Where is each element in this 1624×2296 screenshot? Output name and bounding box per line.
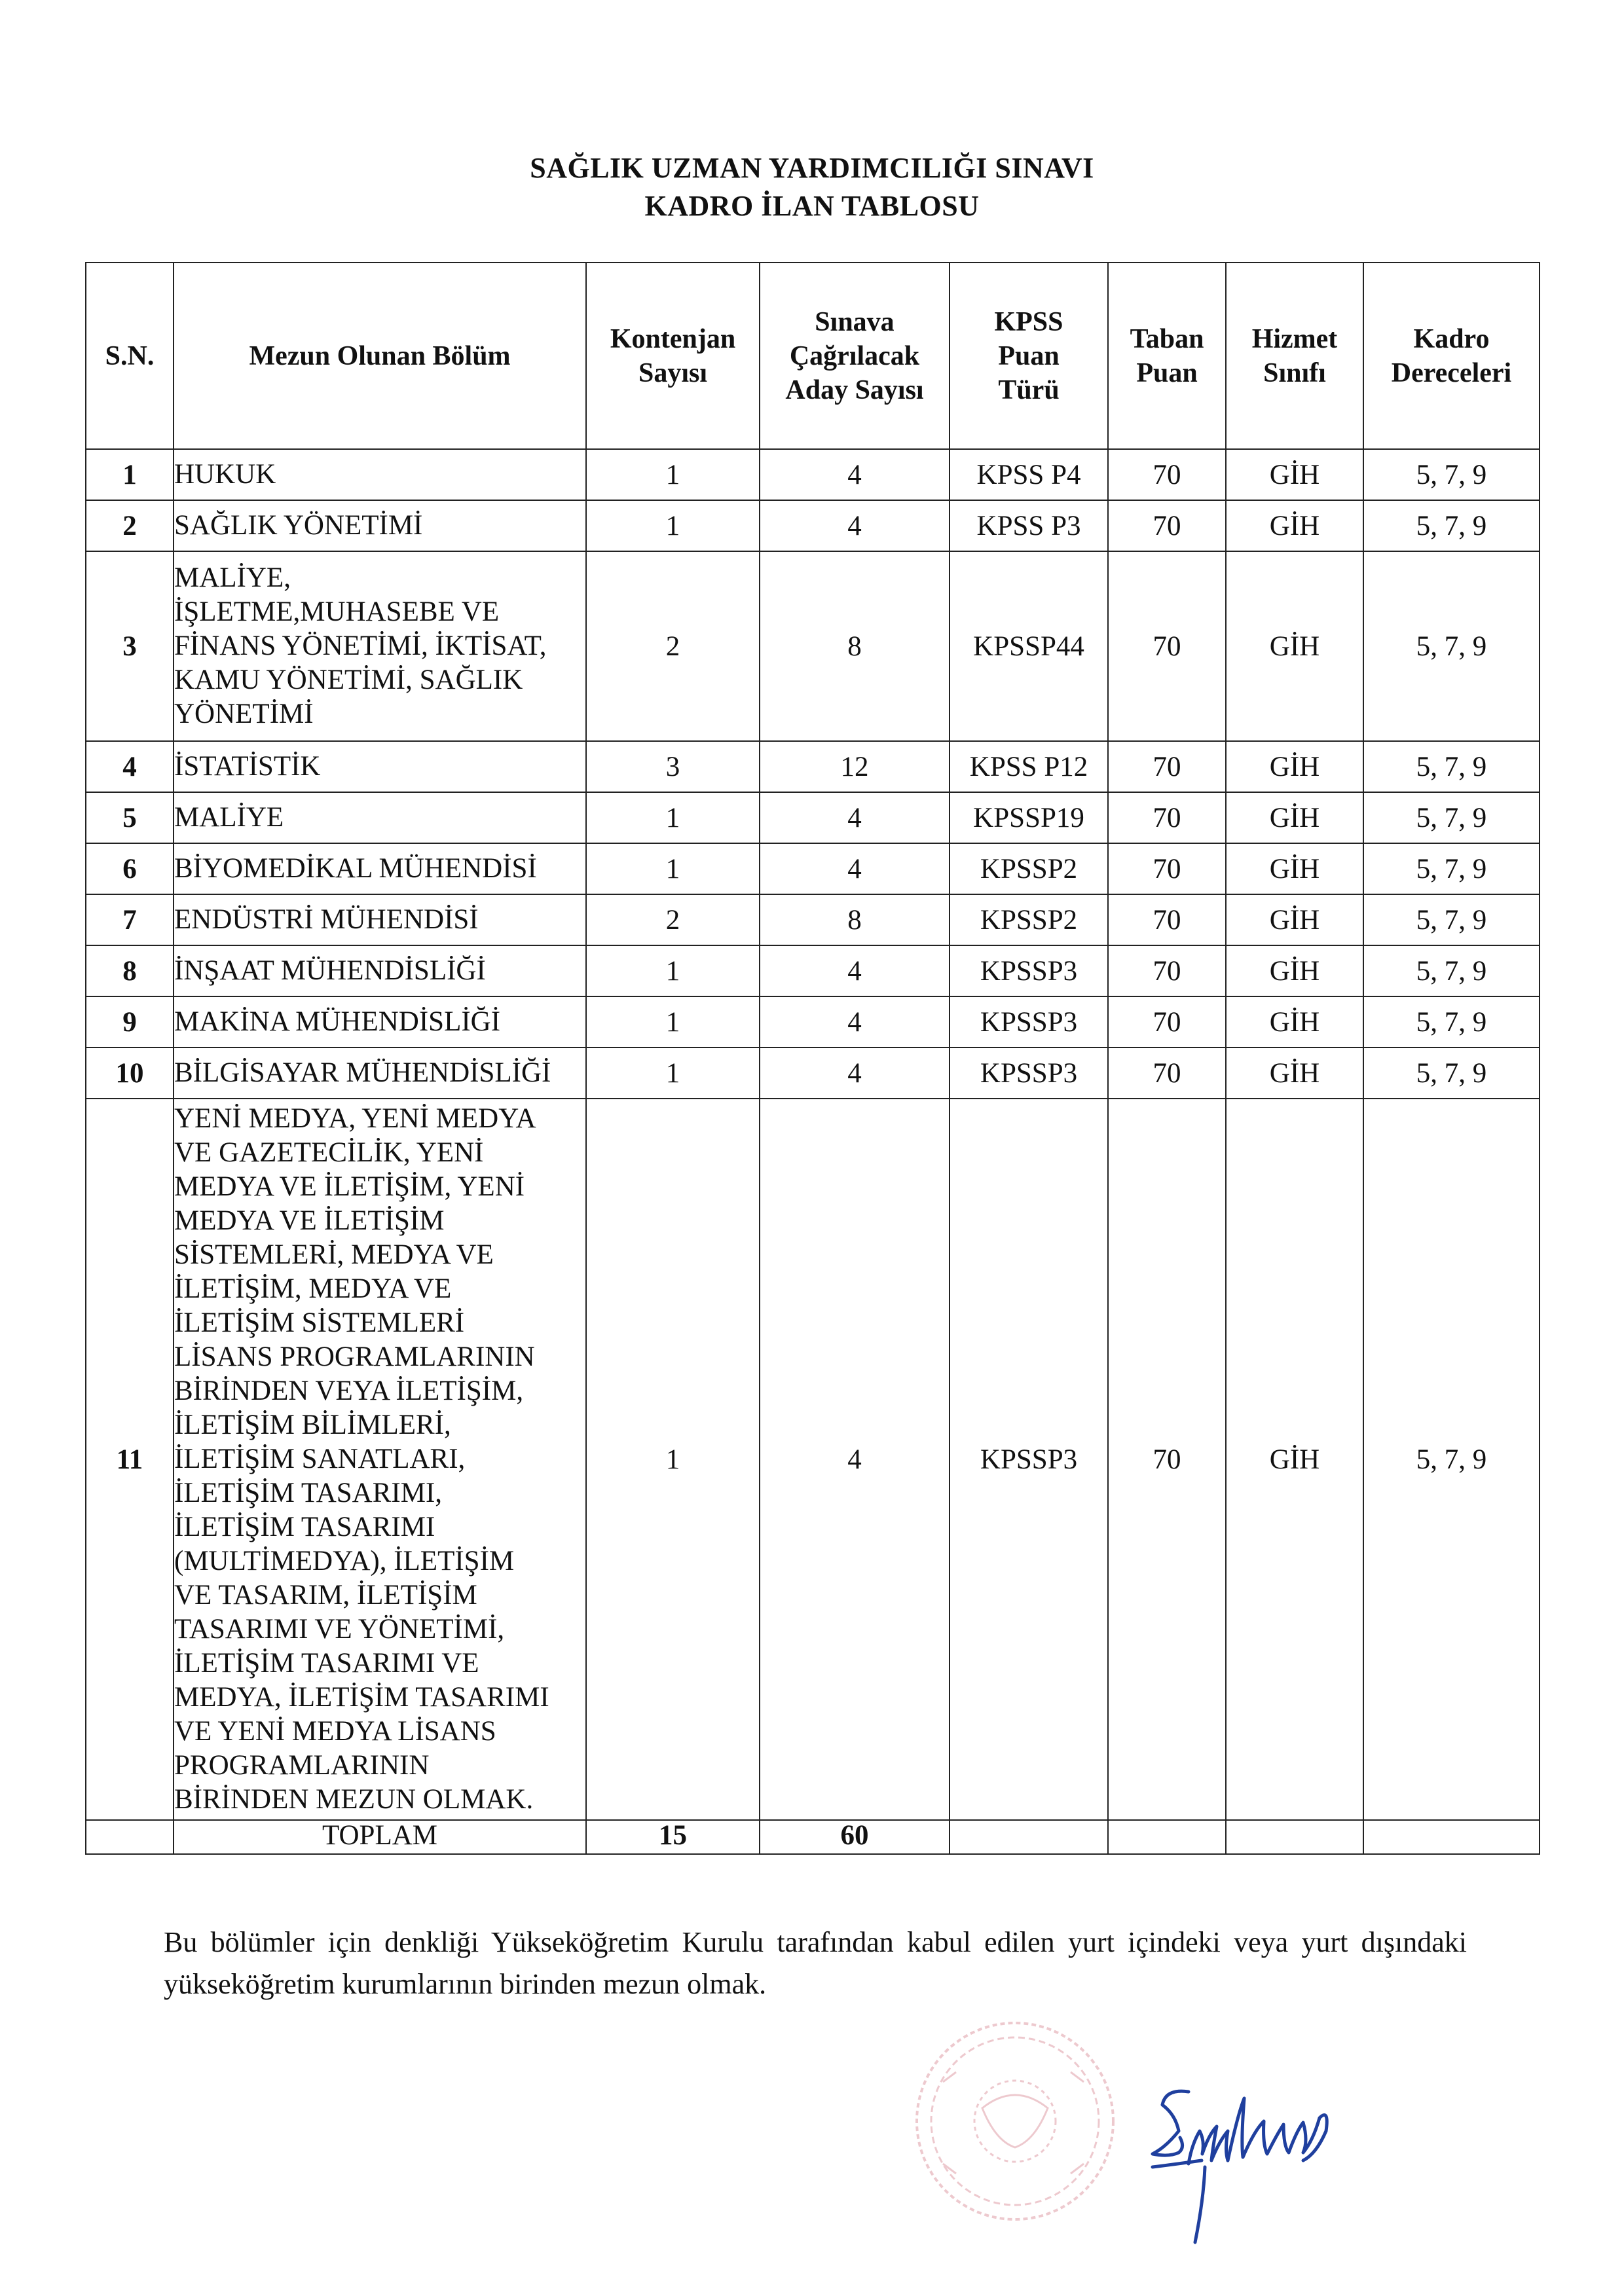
row-kadro: 5, 7, 9 <box>1363 551 1540 741</box>
row-kpss: KPSSP3 <box>950 996 1108 1048</box>
row-hizmet: GİH <box>1226 843 1363 894</box>
total-empty-cell <box>1363 1820 1540 1854</box>
table-row <box>86 843 1540 894</box>
row-kontenjan: 1 <box>586 449 760 500</box>
row-taban: 70 <box>1108 1048 1226 1099</box>
row-dept: İNŞAAT MÜHENDİSLİĞİ <box>174 945 586 996</box>
header-aday: Sınava Çağrılacak Aday Sayısı <box>760 263 950 449</box>
row-kpss: KPSSP44 <box>950 551 1108 741</box>
total-label: TOPLAM <box>174 1820 586 1854</box>
row-taban: 70 <box>1108 894 1226 945</box>
row-dept: SAĞLIK YÖNETİMİ <box>174 500 586 551</box>
table-row <box>86 1048 1540 1099</box>
total-empty-cell <box>1108 1820 1226 1854</box>
row-kadro: 5, 7, 9 <box>1363 945 1540 996</box>
total-empty-cell <box>950 1820 1108 1854</box>
row-kadro: 5, 7, 9 <box>1363 843 1540 894</box>
row-hizmet: GİH <box>1226 996 1363 1048</box>
row-kadro: 5, 7, 9 <box>1363 1048 1540 1099</box>
row-kpss: KPSS P12 <box>950 741 1108 792</box>
table-row <box>86 945 1540 996</box>
footnote: Bu bölümler için denkliği Yükseköğretim Kurulu tarafından kabul edilen yurt içindeki veya yurt dışındaki yükseköğretim kurumlarının birinden mezun olmak. <box>164 1926 1467 2000</box>
row-sn: 4 <box>86 741 174 792</box>
row-kpss: KPSSP3 <box>950 1048 1108 1099</box>
row-dept: İSTATİSTİK <box>174 741 586 792</box>
row-dept: MAKİNA MÜHENDİSLİĞİ <box>174 996 586 1048</box>
table-row <box>86 894 1540 945</box>
row-kontenjan: 3 <box>586 741 760 792</box>
row-kpss: KPSSP3 <box>950 945 1108 996</box>
row-aday: 4 <box>760 843 950 894</box>
row-sn: 11 <box>86 1099 174 1820</box>
row-sn: 10 <box>86 1048 174 1099</box>
row-taban: 70 <box>1108 996 1226 1048</box>
signature <box>1139 2069 1362 2259</box>
table-row <box>86 449 1540 500</box>
row-taban: 70 <box>1108 1099 1226 1820</box>
row-hizmet: GİH <box>1226 449 1363 500</box>
row-kontenjan: 1 <box>586 792 760 843</box>
row-kpss: KPSSP3 <box>950 1099 1108 1820</box>
total-aday: 60 <box>760 1820 950 1854</box>
row-kontenjan: 2 <box>586 551 760 741</box>
row-hizmet: GİH <box>1226 894 1363 945</box>
row-kadro: 5, 7, 9 <box>1363 449 1540 500</box>
table-header-row <box>86 263 1540 449</box>
row-aday: 4 <box>760 945 950 996</box>
table-row <box>86 500 1540 551</box>
official-stamp <box>904 2010 1126 2232</box>
header-kpss: KPSS Puan Türü <box>950 263 1108 449</box>
row-sn: 5 <box>86 792 174 843</box>
row-hizmet: GİH <box>1226 1048 1363 1099</box>
row-kontenjan: 1 <box>586 945 760 996</box>
row-dept: YENİ MEDYA, YENİ MEDYA VE GAZETECİLİK, YENİ MEDYA VE İLETİŞİM, YENİ MEDYA VE İLETİŞİM SİSTEMLERİ, MEDYA VE İLETİŞİM, MEDYA VE İLETİŞİM SİSTEMLERİ LİSANS PROGRAMLARININ BİRİNDEN VEYA İLETİŞİM, İLETİŞİM BİLİMLERİ, İLETİŞİM SANATLARI, İLETİŞİM TASARIMI, İLETİŞİM TASARIMI (MULTİMEDYA), İLETİŞİM VE TASARIM, İLETİŞİM TASARIMI VE YÖNETİMİ, İLETİŞİM TASARIMI VE MEDYA, İLETİŞİM TASARIMI VE YENİ MEDYA LİSANS PROGRAMLARININ BİRİNDEN MEZUN OLMAK. <box>174 1099 586 1820</box>
row-taban: 70 <box>1108 792 1226 843</box>
row-aday: 4 <box>760 1099 950 1820</box>
row-dept: MALİYE, İŞLETME,MUHASEBE VE FİNANS YÖNETİMİ, İKTİSAT, KAMU YÖNETİMİ, SAĞLIK YÖNETİMİ <box>174 551 586 741</box>
row-hizmet: GİH <box>1226 792 1363 843</box>
document-title: SAĞLIK UZMAN YARDIMCILIĞI SINAVI <box>530 152 1094 184</box>
row-sn: 1 <box>86 449 174 500</box>
row-hizmet: GİH <box>1226 1099 1363 1820</box>
row-dept: BİYOMEDİKAL MÜHENDİSİ <box>174 843 586 894</box>
row-hizmet: GİH <box>1226 500 1363 551</box>
row-taban: 70 <box>1108 449 1226 500</box>
row-aday: 4 <box>760 449 950 500</box>
header-kontenjan: Kontenjan Sayısı <box>586 263 760 449</box>
row-dept: ENDÜSTRİ MÜHENDİSİ <box>174 894 586 945</box>
row-aday: 8 <box>760 894 950 945</box>
kadro-table <box>85 262 1540 1855</box>
row-kadro: 5, 7, 9 <box>1363 500 1540 551</box>
row-kadro: 5, 7, 9 <box>1363 792 1540 843</box>
row-sn: 7 <box>86 894 174 945</box>
row-kpss: KPSS P3 <box>950 500 1108 551</box>
row-kadro: 5, 7, 9 <box>1363 741 1540 792</box>
header-sn: S.N. <box>86 263 174 449</box>
row-kontenjan: 1 <box>586 1099 760 1820</box>
header-dept: Mezun Olunan Bölüm <box>174 263 586 449</box>
row-kpss: KPSSP2 <box>950 894 1108 945</box>
row-kontenjan: 1 <box>586 1048 760 1099</box>
row-kadro: 5, 7, 9 <box>1363 894 1540 945</box>
row-sn: 3 <box>86 551 174 741</box>
row-aday: 4 <box>760 500 950 551</box>
row-sn: 8 <box>86 945 174 996</box>
table-row <box>86 996 1540 1048</box>
row-kpss: KPSSP19 <box>950 792 1108 843</box>
header-kadro: Kadro Dereceleri <box>1363 263 1540 449</box>
table-row <box>86 551 1540 741</box>
row-taban: 70 <box>1108 741 1226 792</box>
row-dept: BİLGİSAYAR MÜHENDİSLİĞİ <box>174 1048 586 1099</box>
row-hizmet: GİH <box>1226 551 1363 741</box>
row-aday: 4 <box>760 996 950 1048</box>
table-row <box>86 1099 1540 1820</box>
row-aday: 8 <box>760 551 950 741</box>
row-kpss: KPSSP2 <box>950 843 1108 894</box>
total-kontenjan: 15 <box>586 1820 760 1854</box>
row-kontenjan: 2 <box>586 894 760 945</box>
table-row <box>86 741 1540 792</box>
row-kontenjan: 1 <box>586 500 760 551</box>
row-aday: 4 <box>760 1048 950 1099</box>
table-row <box>86 792 1540 843</box>
row-dept: MALİYE <box>174 792 586 843</box>
row-dept: HUKUK <box>174 449 586 500</box>
total-empty-cell <box>1226 1820 1363 1854</box>
row-taban: 70 <box>1108 843 1226 894</box>
row-aday: 12 <box>760 741 950 792</box>
header-hizmet: Hizmet Sınıfı <box>1226 263 1363 449</box>
row-taban: 70 <box>1108 551 1226 741</box>
header-taban: Taban Puan <box>1108 263 1226 449</box>
row-hizmet: GİH <box>1226 945 1363 996</box>
row-kontenjan: 1 <box>586 996 760 1048</box>
row-kadro: 5, 7, 9 <box>1363 1099 1540 1820</box>
row-taban: 70 <box>1108 500 1226 551</box>
row-taban: 70 <box>1108 945 1226 996</box>
row-kpss: KPSS P4 <box>950 449 1108 500</box>
total-row <box>86 1820 1540 1854</box>
row-aday: 4 <box>760 792 950 843</box>
total-empty-cell <box>86 1820 174 1854</box>
document-subtitle: KADRO İLAN TABLOSU <box>644 190 980 222</box>
row-sn: 6 <box>86 843 174 894</box>
row-sn: 2 <box>86 500 174 551</box>
row-hizmet: GİH <box>1226 741 1363 792</box>
row-sn: 9 <box>86 996 174 1048</box>
row-kontenjan: 1 <box>586 843 760 894</box>
row-kadro: 5, 7, 9 <box>1363 996 1540 1048</box>
